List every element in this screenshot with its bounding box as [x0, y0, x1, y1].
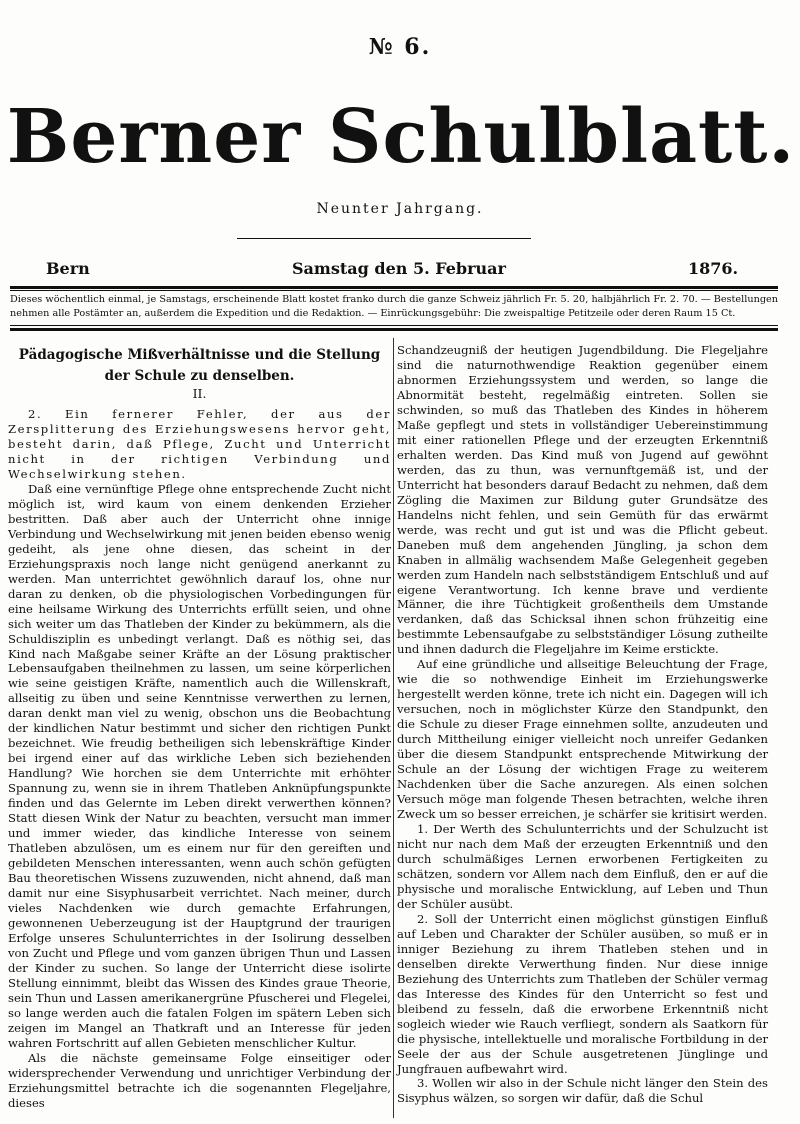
dateline [38, 259, 739, 281]
right-column [397, 343, 768, 1106]
paragraph: Als die nächste gemeinsame Folge einseitiger oder widersprechender Verwendung und unrichtiger Verbindung der Erziehungsmittel betrachte ich die sogenannten Flegeljahre, dieses [8, 1050, 391, 1110]
paragraph: 2. Ein fernerer Fehler, der aus der Zersplitterung des Erziehungswesens hervor geht, besteht darin, daß Pflege, Zucht und Unterricht nicht in der richtigen Verbindung und Wechselwirkung stehen. [8, 407, 391, 481]
dateline-year: 1876. [688, 259, 739, 278]
paragraph: Auf eine gründliche und allseitige Beleuchtung der Frage, wie die so nothwendige Einheit im Erziehungswerke hergestellt werden könne, trete ich nicht ein. Dagegen will ich versuchen, noch in möglichster Kürze den Standpunkt, den die Schule zu dieser Frage einnehmen sollte, anzudeuten und durch Mittheilung einiger vielleicht noch unreifer Gedanken über die diesem Standpunkt entsprechende Mitwirkung der Schule an der Lösung der wichtigen Frage zu weiterem Nachdenken über die Sache anzuregen. Als einen solchen Versuch möge man folgende Thesen betrachten, welche ihren Zweck um so besser erreichen, je schärfer sie kritisirt werden. [397, 657, 768, 822]
article-title-line1: Pädagogische Mißverhältnisse und die Stellung [18, 347, 381, 363]
top-rule [10, 286, 778, 289]
notice-rule [10, 328, 778, 331]
article-title-line2: der Schule zu denselben. [104, 368, 295, 384]
dateline-place: Bern [46, 259, 90, 278]
paragraph: Schandzeugniß der heutigen Jugendbildung. Die Flegeljahre sind die naturnothwendige Reaktion gegenüber einem abnormen Erziehungssystem und werden, so lange die Abnormität besteht, regelmäßig eintreten. Sollen sie schwinden, so muß das Thatleben des Kindes in höherem Maße gepflegt und stets in vollständiger Uebereinstimmung mit einer rationellen Pflege und der erzeugten Erkenntniß erhalten werden. Das Kind muß von Jugend auf gewöhnt werden, das zu thun, was vernunftgemäß ist, und der Unterricht hat besonders darauf Bedacht zu nehmen, daß dem Zögling die Maximen zur Bildung guter Grundsätze des Handelns nicht fehlen, und sein Gemüth für das erwärmt werde, was recht und gut ist und was die Pflicht gebeut. Daneben muß dem angehenden Jüngling, ja schon dem Knaben in allmälig wachsendem Maße Gelegenheit gegeben werden zum Handeln nach selbstständigem Entschluß und auf eigene Verantwortung. Ich kenne brave und verdiente Männer, die ihre Tüchtigkeit großentheils dem Umstande verdanken, daß das Schicksal ihnen schon frühzeitig eine bestimmte Lebensaufgabe zu selbstständiger Lösung zutheilte und ihnen dadurch die Flegeljahre im Keime erstickte. [397, 343, 768, 657]
notice-rule-thin [10, 325, 778, 326]
column-divider [393, 338, 394, 1118]
volume-subtitle: Neunter Jahrgang. [316, 201, 484, 217]
issue-number: № 6. [368, 34, 432, 60]
paragraph: 3. Wollen wir also in der Schule nicht länger den Stein des Sisyphus wälzen, so sorgen wir dafür, daß die Schul [397, 1076, 768, 1106]
left-column [8, 343, 391, 1111]
subscription-notice: Dieses wöchentlich einmal, je Samstags, erscheinende Blatt kostet franko durch die ganze Schweiz jährlich Fr. 5. 20, halbjährlich Fr. 2. 70. — Bestellungen nehmen alle Postämter an, außerdem die Expedition und die Redaktion. — Einrückungsgebühr: Die zweispaltige Petitzeile oder deren Raum 15 Ct. [10, 294, 778, 319]
dateline-date: Samstag den 5. Februar [292, 259, 506, 278]
paragraph: 2. Soll der Unterricht einen möglichst günstigen Einfluß auf Leben und Charakter der Schüler ausüben, so muß er in inniger Beziehung zu ihrem Thatleben stehen und in denselben direkte Verwerthung finden. Nur diese innige Beziehung des Unterrichts zum Thatleben der Schüler vermag das Interesse des Kindes für den Unterricht so fest und bleibend zu fesseln, daß die erworbene Erkenntniß nicht sogleich wieder wie Rauch verfliegt, sondern als Saatkorn für die physische, intellektuelle und moralische Fortbildung in der Seele der aus der Schule ausgetretenen Jünglinge und Jungfrauen aufbewahrt wird. [397, 911, 768, 1076]
paragraph: 1. Der Werth des Schulunterrichts und der Schulzucht ist nicht nur nach dem Maß der erzeugten Erkenntniß und den durch schulmäßiges Lernen erworbenen Fertigkeiten zu schätzen, sondern vor Allem nach dem Einfluß, den er auf die physische und moralische Entwicklung, auf Leben und Thun der Schüler ausübt. [397, 822, 768, 911]
subtitle-rule [237, 238, 531, 239]
paragraph: Daß eine vernünftige Pflege ohne entsprechende Zucht nicht möglich ist, wird kaum von einem denkenden Erzieher bestritten. Daß aber auch der Unterricht ohne innige Verbindung und Wechselwirkung mit jenen beiden ebenso wenig gedeiht, als jene ohne diesen, das scheint in der Erziehungspraxis noch lange nicht genügend anerkannt zu werden. Man unterrichtet gewöhnlich darauf los, ohne nur daran zu denken, ob die physiologischen Vorbedingungen für eine heilsame Wirkung des Unterrichts erfüllt seien, und ohne sich weiter um das Thatleben der Kinder zu bekümmern, als die Schuldisziplin es unbedingt verlangt. Daß es nöthig sei, das Kind nach Maßgabe seiner Kräfte an der Lösung praktischer Lebensaufgaben theilnehmen zu lassen, um seine körperlichen wie seine geistigen Kräfte, namentlich auch die Willenskraft, allseitig zu üben und seine Kenntnisse verwerthen zu lernen, daran denkt man viel zu wenig, obschon uns die Beobachtung der kindlichen Natur bestimmt und sicher den richtigen Punkt bezeichnet. Wie freudig betheiligen sich lebenskräftige Kinder bei irgend einer auf das wirkliche Leben sich beziehenden Handlung? Wie horchen sie dem Unterrichte mit erhöhter Spannung zu, wenn sie in ihrem Thatleben Anknüpfungspunkte finden und das Gelernte im Leben direkt verwerthen können? Statt diesen Wink der Natur zu beachten, versucht man immer und immer wieder, das kindliche Interesse von seinem Thatleben abzulösen, um es einem nur für den gereiften und gebildeten Menschen interessanten, wenn auch schön gefügten Bau theoretischen Wissens zuzuwenden, nicht ahnend, daß man damit nur eine Sisyphusarbeit verrichtet. Nach meiner, durch vieles Nachdenken wie durch gemachte Erfahrungen, gewonnenen Ueberzeugung ist der Hauptgrund der traurigen Erfolge unseres Schulunterrichtes in der Isolirung desselben von Zucht und Pflege und vom ganzen übrigen Thun und Lassen der Kinder zu suchen. So lange der Unterricht diese isolirte Stellung einnimmt, bleibt das Wissen des Kindes graue Theorie, sein Thun und Lassen amerikanergrüne Pfuscherei und Flegelei, so lange werden auch die fatalen Folgen im spätern Leben sich zeigen im Mangel an Thatkraft und an Interesse für jeden wahren Fortschritt auf allen Gebieten menschlicher Kultur. [8, 481, 391, 1050]
article-part: II. [192, 386, 207, 401]
top-rule-thin [10, 290, 778, 291]
newspaper-title: Berner Schulblatt. [6, 94, 796, 180]
